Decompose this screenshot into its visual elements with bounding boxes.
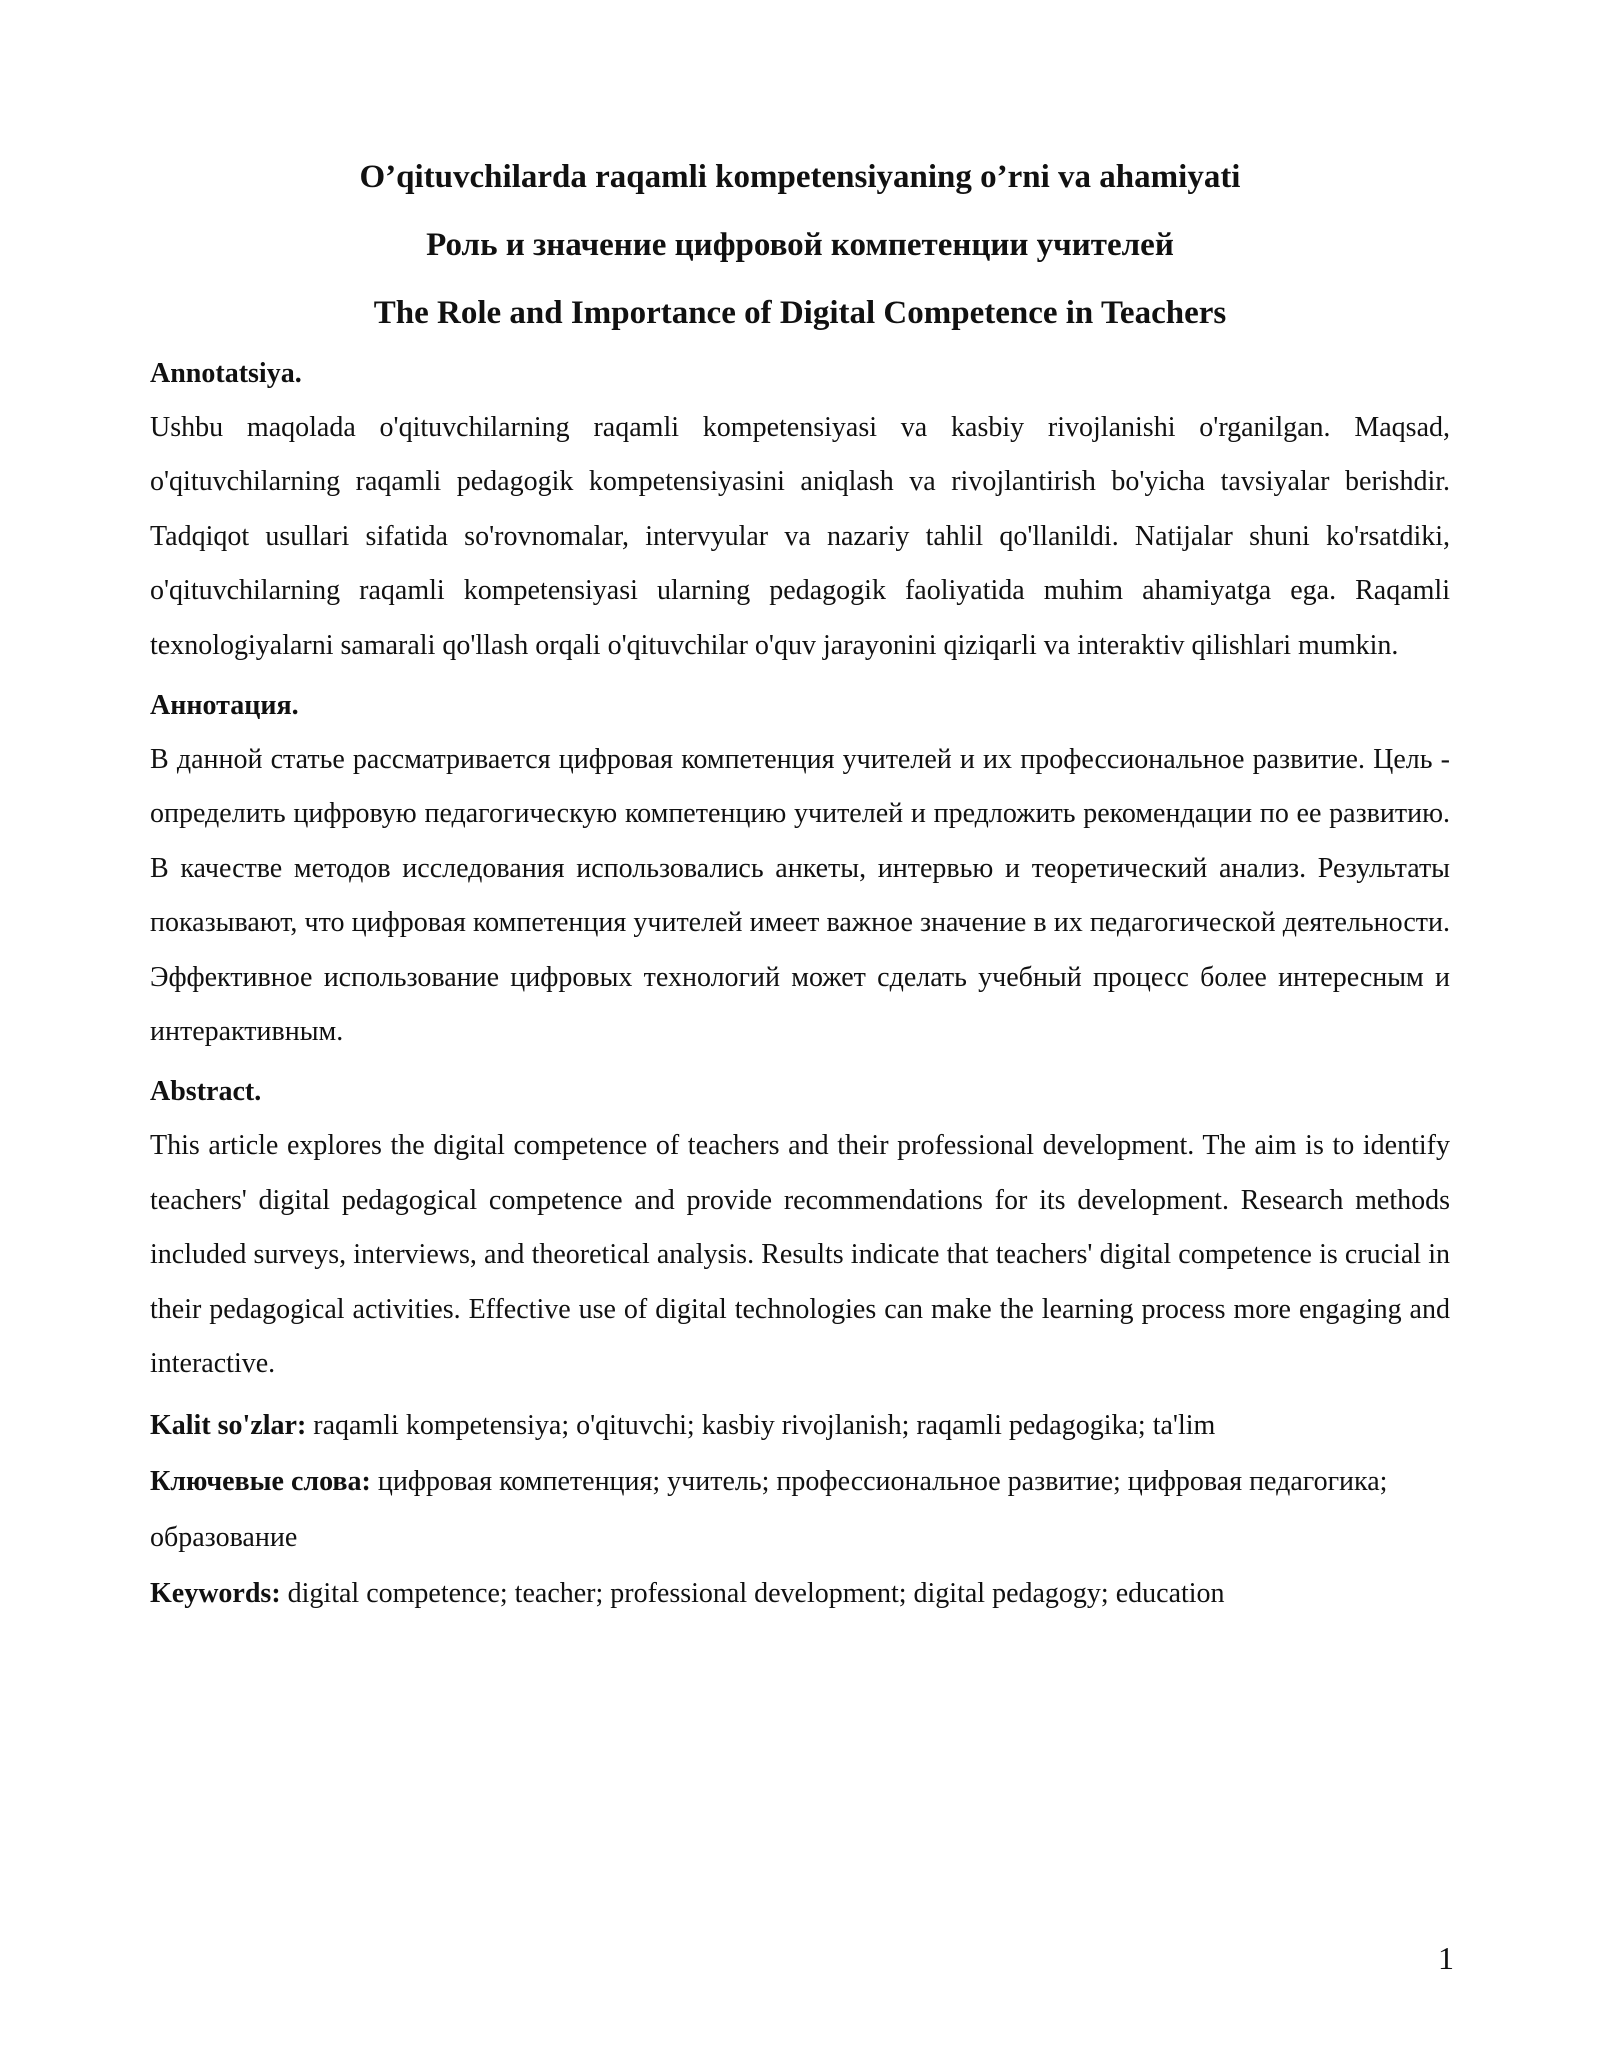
- title-russian: Роль и значение цифровой компетенции учителей: [426, 227, 1174, 263]
- annotation-uz-heading: Annotatsiya.: [150, 358, 302, 389]
- abstract-en-text: This article explores the digital competence of teachers and their professional development. The aim is to identify teachers' digital pedagogical competence and provide recommendations for its development. Research methods included surveys, interviews, and theoretical analysis. Results indicate that teachers' digital competence is crucial in their pedagogical activities. Effective use of digital technologies can make the learning process more engaging and interactive.: [150, 1130, 1450, 1380]
- page-number: 1: [1438, 1940, 1454, 1976]
- abstract-en-heading: Abstract.: [150, 1076, 262, 1108]
- keywords-ru-label: Ключевые слова:: [150, 1465, 371, 1497]
- title-uzbek: O’qituvchilarda raqamli kompetensiyaning o’rni va ahamiyati: [359, 159, 1241, 195]
- keywords-uz: [150, 1398, 1450, 1454]
- keywords-en: [150, 1566, 1450, 1622]
- keywords-uz-label: Kalit so'zlar:: [150, 1409, 307, 1441]
- keywords-en-text: digital competence; teacher; professional development; digital pedagogy; education: [280, 1577, 1225, 1609]
- keywords-ru: [150, 1454, 1450, 1566]
- annotation-uz-text: Ushbu maqolada o'qituvchilarning raqamli kompetensiyasi va kasbiy rivojlanishi o'rganilgan. Maqsad, o'qituvchilarning raqamli pedagogik kompetensiyasini aniqlash va rivojlantirish bo'yicha tavsiyalar berishdir. Tadqiqot usullari sifatida so'rovnomalar, intervyular va nazariy tahlil qo'llanildi. Natijalar shuni ko'rsatdiki, o'qituvchilarning raqamli kompetensiyasi ularning pedagogik faoliyatida muhim ahamiyatga ega. Raqamli texnologiyalarni samarali qo'llash orqali o'qituvchilar o'quv jarayonini qiziqarli va interaktiv qilishlari mumkin.: [150, 412, 1450, 661]
- annotation-ru-heading: Аннотация.: [150, 690, 299, 722]
- keywords-ru-text: цифровая компетенция; учитель; профессиональное развитие; цифровая педагогика; образование: [150, 1465, 1388, 1553]
- annotation-ru-text: В данной статье рассматривается цифровая компетенция учителей и их профессиональное развитие. Цель - определить цифровую педагогическую компетенцию учителей и предложить рекомендации по ее развитию. В качестве методов исследования использовались анкеты, интервью и теоретический анализ. Результаты показывают, что цифровая компетенция учителей имеет важное значение в их педагогической деятельности. Эффективное использование цифровых технологий может сделать учебный процесс более интересным и интерактивным.: [150, 744, 1450, 1048]
- title-english: The Role and Importance of Digital Competence in Teachers: [373, 295, 1227, 331]
- page-content: [150, 143, 1450, 1622]
- keywords-uz-text: raqamli kompetensiya; o'qituvchi; kasbiy rivojlanish; raqamli pedagogika; ta'lim: [306, 1409, 1216, 1441]
- keywords-en-label: Keywords:: [150, 1577, 281, 1609]
